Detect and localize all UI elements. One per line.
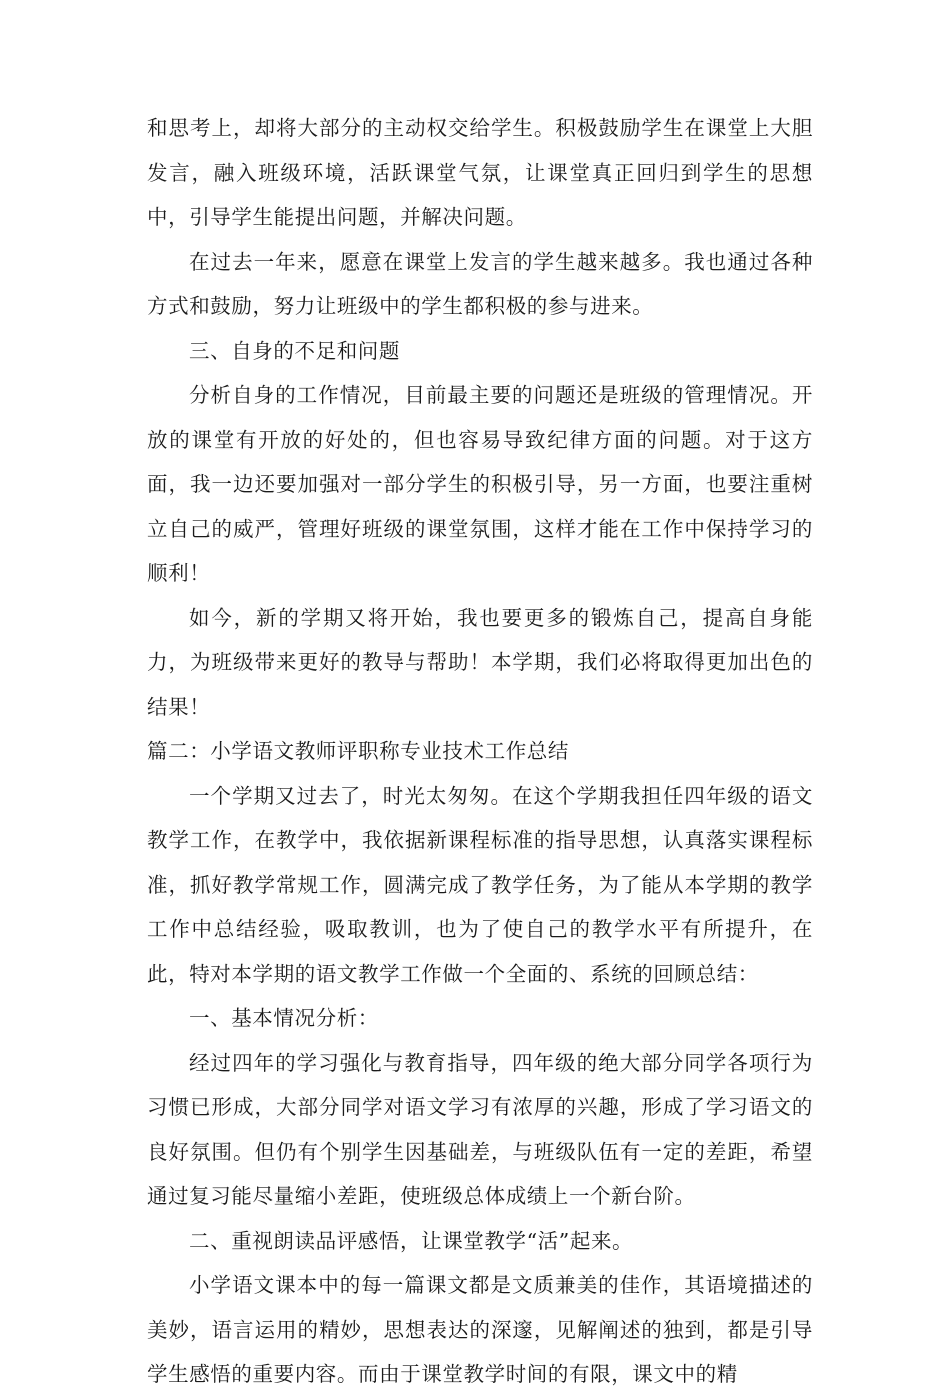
document-body [147,106,813,1397]
paragraph-basic-analysis: 经过四年的学习强化与教育指导，四年级的绝大部分同学各项行为习惯已形成，大部分同学对语文学习有浓厚的兴趣，形成了学习语文的良好氛围。但仍有个别学生因基础差，与班级队伍有一定的差距，希望通过复习能尽量缩小差距，使班级总体成绩上一个新台阶。 [147,1050,813,1208]
section-heading-shortcomings: 三、自身的不足和问题 [189,338,400,363]
paragraph-shortcomings: 分析自身的工作情况，目前最主要的问题还是班级的管理情况。开放的课堂有开放的好处的，但也容易导致纪律方面的问题。对于这方面，我一边还要加强对一部分学生的积极引导，另一方面，也要注重树立自己的威严，管理好班级的课堂氛围，这样才能在工作中保持学习的顺利！ [147,383,813,585]
paragraph-reading: 小学语文课本中的每一篇课文都是文质兼美的佳作，其语境描述的美妙，语言运用的精妙，思想表达的深邃，见解阐述的独到，都是引导学生感悟的重要内容。而由于课堂教学时间的有限，课文中的精 [147,1273,813,1386]
paragraph-new-term: 如今，新的学期又将开始，我也要更多的锻炼自己，提高自身能力，为班级带来更好的教导与帮助！本学期，我们必将取得更加出色的结果！ [147,605,813,719]
paragraph-intro: 一个学期又过去了，时光太匆匆。在这个学期我担任四年级的语文教学工作，在教学中，我依据新课程标准的指导思想，认真落实课程标准，抓好教学常规工作，圆满完成了教学任务，为了能从本学期的教学工作中总结经验，吸取教训，也为了使自己的教学水平有所提升，在此，特对本学期的语文教学工作做一个全面的、系统的回顾总结： [147,783,813,986]
section-heading-basic-analysis: 一、基本情况分析： [189,1006,379,1030]
section-heading-reading: 二、重视朗读品评感悟，让课堂教学“活”起来。 [189,1228,634,1253]
paragraph-continuation: 和思考上，却将大部分的主动权交给学生。积极鼓励学生在课堂上大胆发言，融入班级环境，活跃课堂气氛，让课堂真正回归到学生的思想中，引导学生能提出问题，并解决问题。 [147,116,813,229]
article-title-part-two: 篇二：小学语文教师评职称专业技术工作总结 [147,739,569,763]
paragraph-participation: 在过去一年来，愿意在课堂上发言的学生越来越多。我也通过各种方式和鼓励，努力让班级中的学生都积极的参与进来。 [147,249,813,318]
